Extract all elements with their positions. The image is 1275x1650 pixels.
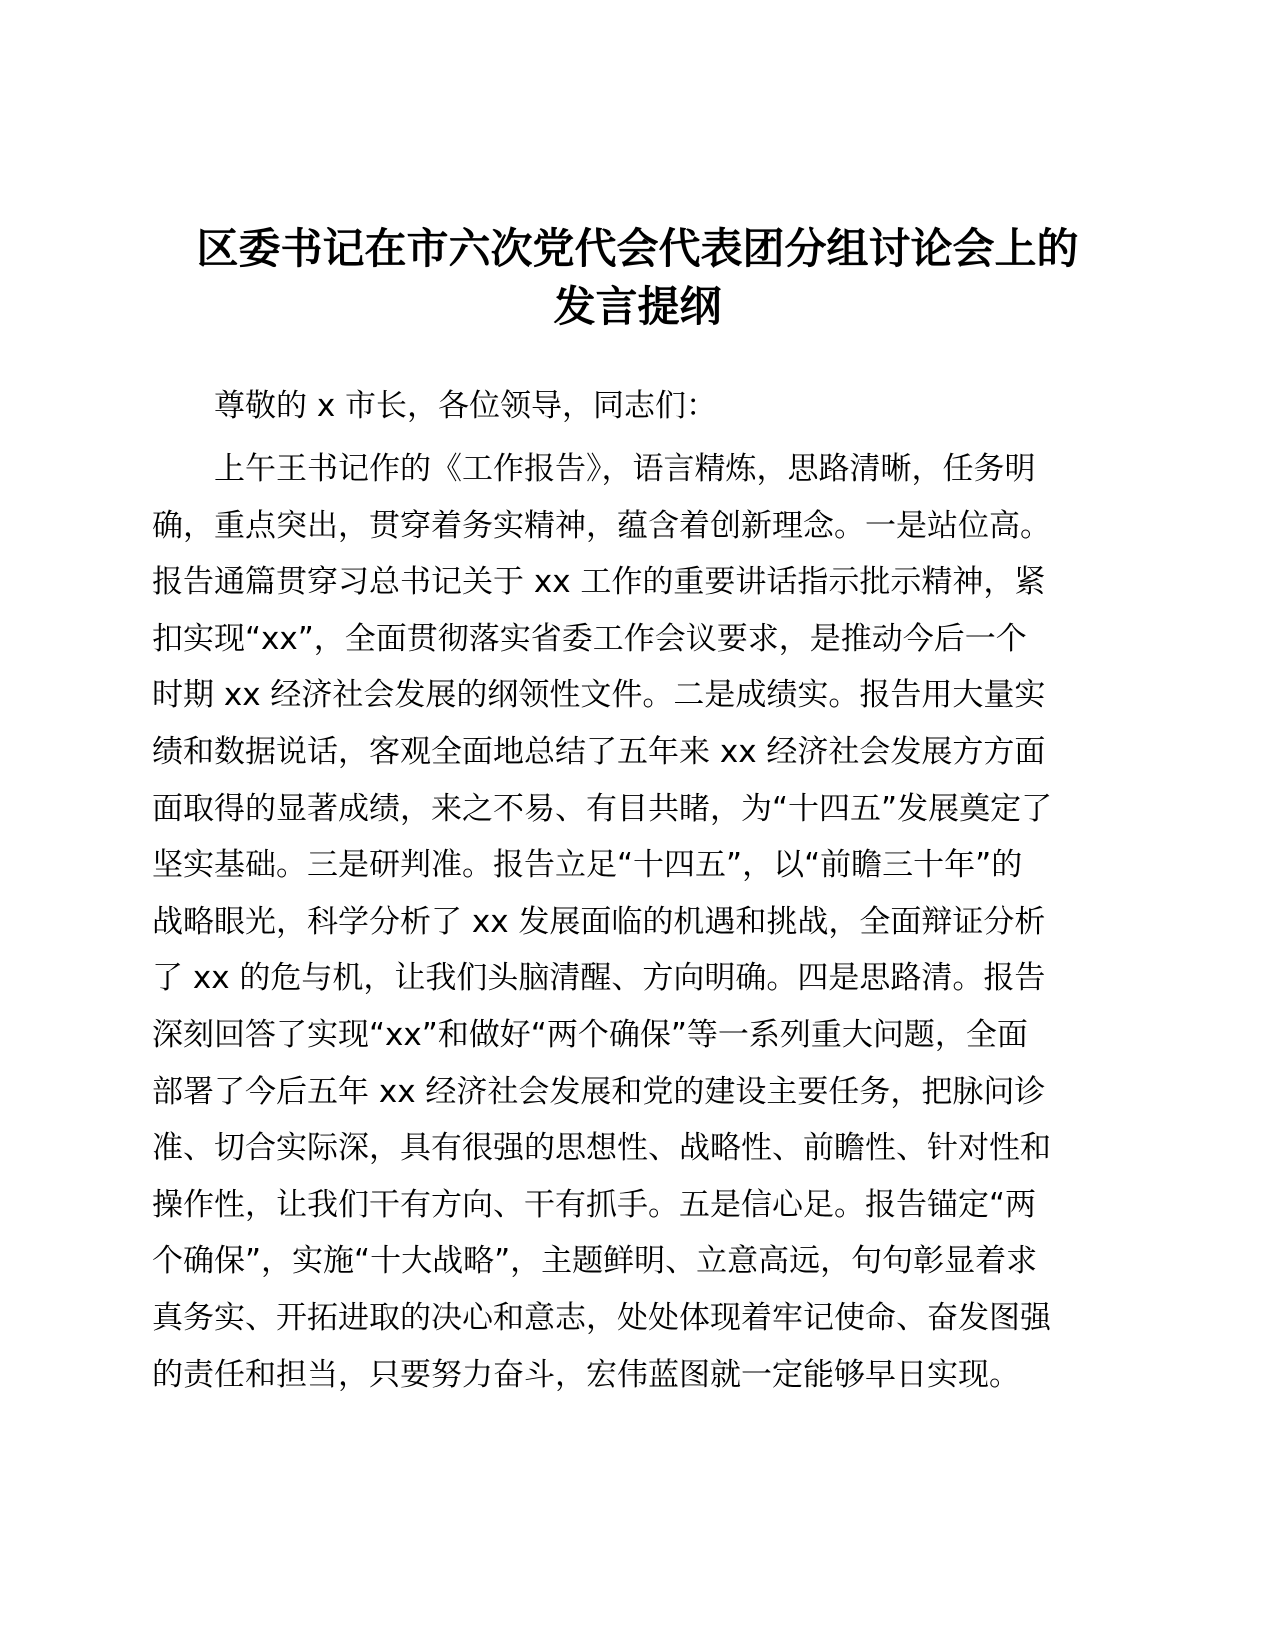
title-line-1: 区委书记在市六次党代会代表团分组讨论会上的	[196, 224, 1079, 273]
paragraph-line: 了 xx 的危与机，让我们头脑清醒、方向明确。四是思路清。报告	[152, 960, 1046, 997]
paragraph-line: 操作性，让我们干有方向、干有抓手。五是信心足。报告锚定“两	[152, 1186, 1037, 1223]
paragraph-line: 个确保”，实施“十大战略”，主题鲜明、立意高远，句句彰显着求	[152, 1243, 1038, 1280]
title-line-2: 发言提纲	[553, 282, 722, 331]
paragraph-line: 扣实现“xx”，全面贯彻落实省委工作会议要求，是推动今后一个	[152, 620, 1027, 657]
paragraph-line: 战略眼光，科学分析了 xx 发展面临的机遇和挑战，全面辩证分析	[152, 903, 1046, 940]
paragraph-line: 深刻回答了实现“xx”和做好“两个确保”等一系列重大问题，全面	[152, 1016, 1028, 1053]
paragraph-line: 确，重点突出，贯穿着务实精神，蕴含着创新理念。一是站位高。	[152, 507, 1051, 544]
paragraph-line: 时期 xx 经济社会发展的纲领性文件。二是成绩实。报告用大量实	[152, 677, 1046, 714]
paragraph-line: 上午王书记作的《工作报告》，语言精炼，思路清晰，任务明	[214, 451, 1036, 487]
paragraph-line: 部署了今后五年 xx 经济社会发展和党的建设主要任务，把脉问诊	[152, 1073, 1046, 1110]
paragraph-line: 的责任和担当，只要努力奋斗，宏伟蓝图就一定能够早日实现。	[152, 1356, 1020, 1393]
paragraph-line: 面取得的显著成绩，来之不易、有目共睹，为“十四五”发展奠定了	[152, 790, 1053, 827]
body-paragraph	[152, 441, 1122, 1403]
paragraph-line: 准、切合实际深，具有很强的思想性、战略性、前瞻性、针对性和	[152, 1130, 1051, 1167]
paragraph-line: 真务实、开拓进取的决心和意志，处处体现着牢记使命、奋发图强	[152, 1299, 1051, 1336]
paragraph-line: 绩和数据说话，客观全面地总结了五年来 xx 经济社会发展方方面	[152, 733, 1046, 770]
page-title	[140, 220, 1135, 336]
paragraph-line: 报告通篇贯穿习总书记关于 xx 工作的重要讲话指示批示精神，紧	[152, 564, 1046, 601]
salutation: 尊敬的 x 市长，各位领导，同志们：	[214, 388, 718, 424]
paragraph-line: 坚实基础。三是研判准。报告立足“十四五”，以“前瞻三十年”的	[152, 847, 1023, 884]
